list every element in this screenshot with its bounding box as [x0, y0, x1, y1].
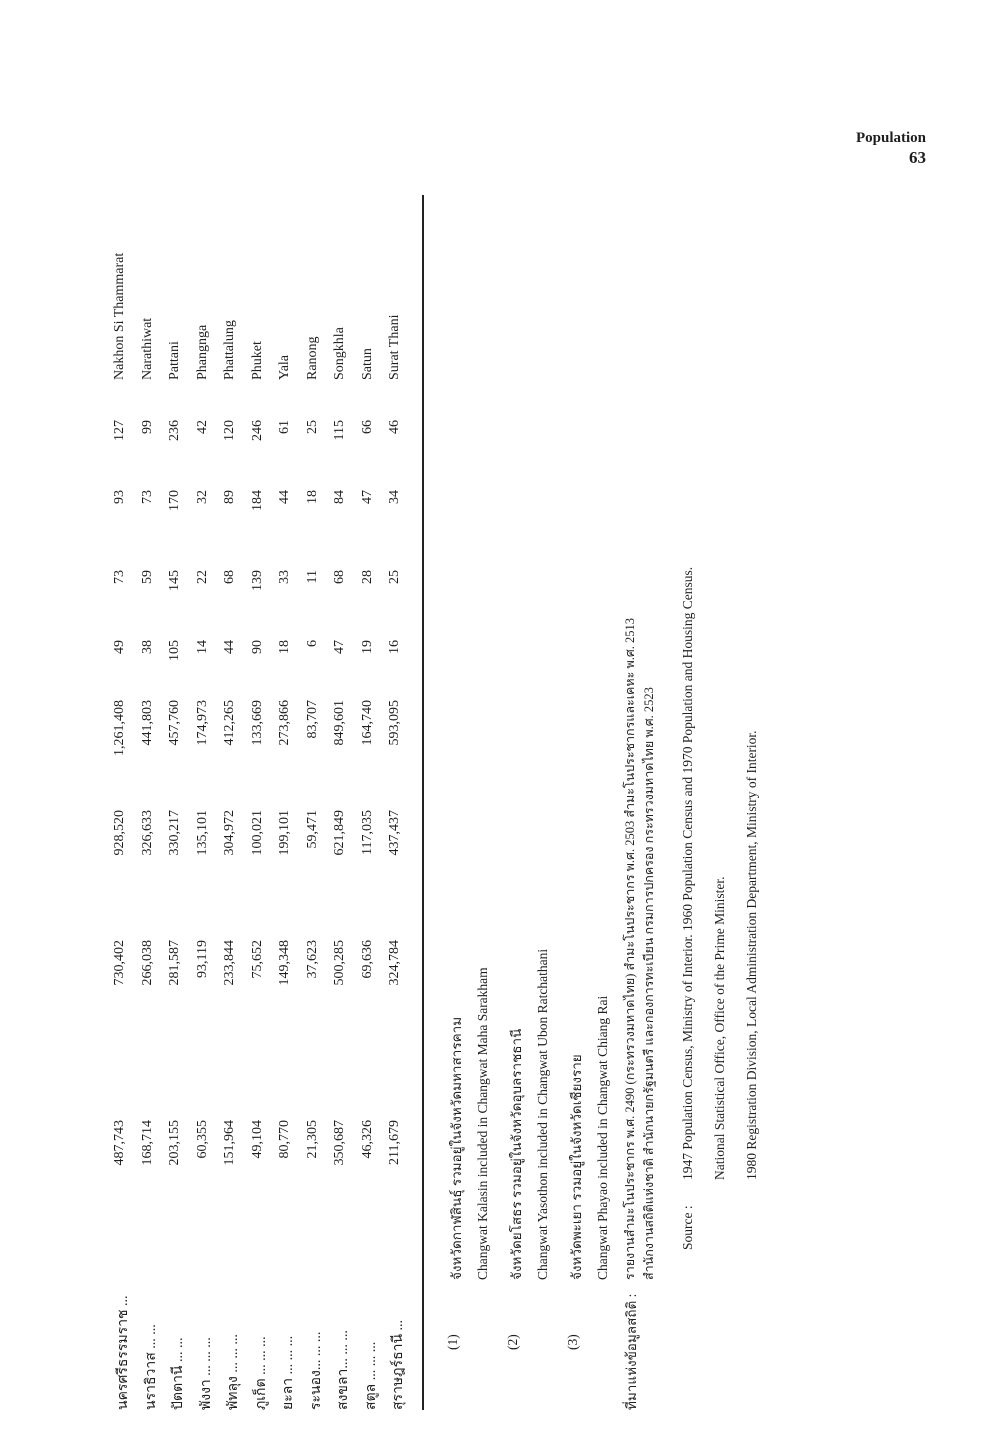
cell-v2: 37,623 — [304, 940, 320, 979]
cell-v3: 437,437 — [387, 810, 402, 856]
cell-v2: 281,587 — [167, 940, 182, 986]
source-line1: 1947 Population Census, Ministry of Interior. 1960 Population Census and 1970 Population and Housing Census. — [680, 566, 695, 1180]
cell-n2: 68 — [222, 570, 237, 584]
cell-v3: 59,471 — [304, 810, 320, 849]
cell-v4: 457,760 — [167, 700, 182, 746]
cell-n3: 47 — [359, 490, 375, 504]
cell-n2: 22 — [194, 570, 210, 584]
cell-v4: 1,261,408 — [112, 700, 127, 756]
cell-thai: พัทลุง ... ... ... — [226, 1334, 241, 1410]
cell-v3: 326,633 — [139, 810, 155, 856]
cell-n3: 32 — [194, 490, 210, 504]
cell-n1: 47 — [332, 640, 347, 654]
cell-n1: 14 — [194, 640, 210, 654]
cell-v4: 164,740 — [359, 700, 375, 746]
source-label: Source : — [680, 1205, 695, 1250]
cell-n4: 120 — [222, 420, 237, 441]
cell-n3: 18 — [304, 490, 320, 504]
cell-n3: 44 — [277, 490, 292, 504]
cell-eng: Phangnga — [194, 324, 210, 380]
cell-n2: 25 — [387, 570, 402, 584]
cell-v3: 304,972 — [222, 810, 237, 856]
cell-eng: Phuket — [249, 341, 265, 380]
cell-n4: 46 — [387, 420, 402, 434]
source-line3: 1980 Registration Division, Local Administration Department, Ministry of Interior. — [744, 730, 759, 1180]
cell-eng: Nakhon Si Thammarat — [112, 252, 127, 380]
cell-v3: 100,021 — [249, 810, 265, 856]
cell-eng: Yala — [277, 354, 292, 380]
cell-thai: สุราษฎร์ธานี ... — [391, 1319, 406, 1410]
note-2-marker: (2) — [505, 1334, 520, 1350]
cell-n2: 73 — [112, 570, 127, 584]
cell-v3: 621,849 — [332, 810, 347, 856]
note-3-english: Changwat Phayao included in Changwat Chiang Rai — [595, 995, 610, 1280]
table-divider — [422, 195, 424, 1410]
note-1-english: Changwat Kalasin included in Changwat Maha Sarakham — [475, 967, 490, 1280]
cell-n3: 184 — [249, 490, 265, 511]
source-thai-label: ที่มาแห่งข้อมูลสถิติ : — [624, 1293, 639, 1410]
cell-v3: 330,217 — [167, 810, 182, 856]
cell-n1: 16 — [387, 640, 402, 654]
page-header — [856, 128, 926, 168]
cell-n3: 34 — [387, 490, 402, 504]
cell-thai: นครศรีธรรมราช ... — [116, 1295, 131, 1410]
cell-n2: 28 — [359, 570, 375, 584]
note-2-english: Changwat Yasothon included in Changwat Ubon Ratchathani — [535, 948, 550, 1280]
cell-v2: 266,038 — [139, 940, 155, 986]
cell-v4: 273,866 — [277, 700, 292, 746]
cell-v2: 69,636 — [359, 940, 375, 979]
cell-thai: นราธิวาส ... ... — [143, 1324, 159, 1410]
cell-eng: Narathiwat — [139, 317, 155, 380]
rotated-table-page — [100, 180, 660, 1410]
source-thai-line1: รายงานสำมะโนประชากร พ.ศ. 2490 (กระทรวงมหาดไทย) สำมะโนประชากร พ.ศ. 2503 สำมะโนประชากรและเคหะ พ.ศ. 2513 — [623, 617, 637, 1280]
cell-v2: 233,844 — [222, 940, 237, 986]
cell-v4: 593,095 — [387, 700, 402, 746]
cell-n3: 73 — [139, 490, 155, 504]
cell-v3: 135,101 — [194, 810, 210, 856]
cell-v4: 441,803 — [139, 700, 155, 746]
cell-n4: 99 — [139, 420, 155, 434]
cell-n3: 93 — [112, 490, 127, 504]
cell-thai: สตูล ... ... ... — [363, 1341, 379, 1410]
cell-eng: Phattalung — [222, 320, 237, 380]
cell-n1: 38 — [139, 640, 155, 654]
cell-v1: 49,104 — [249, 1120, 265, 1159]
cell-n4: 127 — [112, 420, 127, 441]
cell-v2: 93,119 — [194, 940, 210, 978]
cell-eng: Pattani — [167, 341, 182, 380]
cell-eng: Satun — [359, 348, 375, 380]
cell-v1: 80,770 — [277, 1120, 292, 1159]
cell-v1: 487,743 — [112, 1120, 127, 1166]
note-2-thai: จังหวัดยโสธร รวมอยู่ในจังหวัดอุบลราชธานี — [509, 1028, 524, 1280]
cell-n1: 18 — [277, 640, 292, 654]
cell-v3: 117,035 — [359, 810, 375, 855]
cell-n2: 11 — [304, 570, 320, 584]
cell-eng: Surat Thani — [387, 314, 402, 380]
cell-eng: Ranong — [304, 336, 320, 380]
cell-v2: 75,652 — [249, 940, 265, 979]
cell-thai: สงขลา... ... ... — [336, 1330, 351, 1410]
cell-v4: 174,973 — [194, 700, 210, 746]
source-thai-line2: สำนักงานสถิติแห่งชาติ สำนักนายกรัฐมนตรี และกองการทะเบียน กรมการปกครอง กระทรวงมหาดไทย พ.ศ. 2523 — [642, 687, 656, 1280]
source-line2: National Statistical Office, Office of the Prime Minister. — [712, 876, 727, 1180]
cell-v2: 730,402 — [112, 940, 127, 986]
cell-v1: 151,964 — [222, 1120, 237, 1166]
cell-v1: 46,326 — [359, 1120, 375, 1159]
cell-n1: 90 — [249, 640, 265, 654]
cell-n4: 42 — [194, 420, 210, 434]
note-1-marker: (1) — [445, 1334, 460, 1350]
cell-n2: 139 — [249, 570, 265, 591]
cell-n4: 61 — [277, 420, 292, 434]
cell-v1: 211,679 — [387, 1120, 402, 1165]
note-3-thai: จังหวัดพะเยา รวมอยู่ในจังหวัดเชียงราย — [569, 1054, 584, 1280]
cell-n2: 33 — [277, 570, 292, 584]
page-title: Population — [855, 130, 926, 146]
cell-thai: ภูเก็ต ... ... ... — [253, 1336, 269, 1410]
cell-n2: 59 — [139, 570, 155, 584]
cell-thai: ระนอง... ... ... — [308, 1331, 324, 1410]
cell-n1: 49 — [112, 640, 127, 654]
source-block — [680, 180, 790, 1410]
cell-v4: 412,265 — [222, 700, 237, 746]
cell-v1: 60,355 — [194, 1120, 210, 1159]
note-1-thai: จังหวัดกาฬสินธุ์ รวมอยู่ในจังหวัดมหาสารคาม — [449, 1016, 464, 1280]
cell-v1: 203,155 — [167, 1120, 182, 1166]
cell-v1: 350,687 — [332, 1120, 347, 1166]
cell-v3: 928,520 — [112, 810, 127, 856]
cell-v1: 168,714 — [139, 1120, 155, 1166]
cell-n4: 115 — [332, 420, 347, 441]
cell-n4: 236 — [167, 420, 182, 441]
cell-n3: 89 — [222, 490, 237, 504]
page-number: 63 — [909, 148, 926, 167]
cell-v2: 500,285 — [332, 940, 347, 986]
cell-v4: 83,707 — [304, 700, 320, 739]
note-3-marker: (3) — [565, 1334, 580, 1350]
cell-v1: 21,305 — [304, 1120, 320, 1159]
cell-v4: 133,669 — [249, 700, 265, 746]
cell-thai: พังงา ... ... ... — [198, 1337, 214, 1410]
cell-n1: 105 — [167, 640, 182, 661]
cell-v3: 199,101 — [277, 810, 292, 856]
cell-n1: 6 — [304, 640, 320, 647]
cell-n2: 68 — [332, 570, 347, 584]
cell-n1: 44 — [222, 640, 237, 654]
cell-v2: 149,348 — [277, 940, 292, 986]
cell-n4: 66 — [359, 420, 375, 434]
cell-v4: 849,601 — [332, 700, 347, 746]
cell-thai: ปัตตานี ... ... — [171, 1337, 186, 1410]
cell-thai: ยะลา ... ... ... — [281, 1335, 296, 1410]
cell-n3: 170 — [167, 490, 182, 511]
cell-eng: Songkhla — [332, 327, 347, 380]
cell-n1: 19 — [359, 640, 375, 654]
cell-v2: 324,784 — [387, 940, 402, 986]
cell-n4: 25 — [304, 420, 320, 434]
cell-n2: 145 — [167, 570, 182, 591]
cell-n4: 246 — [249, 420, 265, 441]
cell-n3: 84 — [332, 490, 347, 504]
